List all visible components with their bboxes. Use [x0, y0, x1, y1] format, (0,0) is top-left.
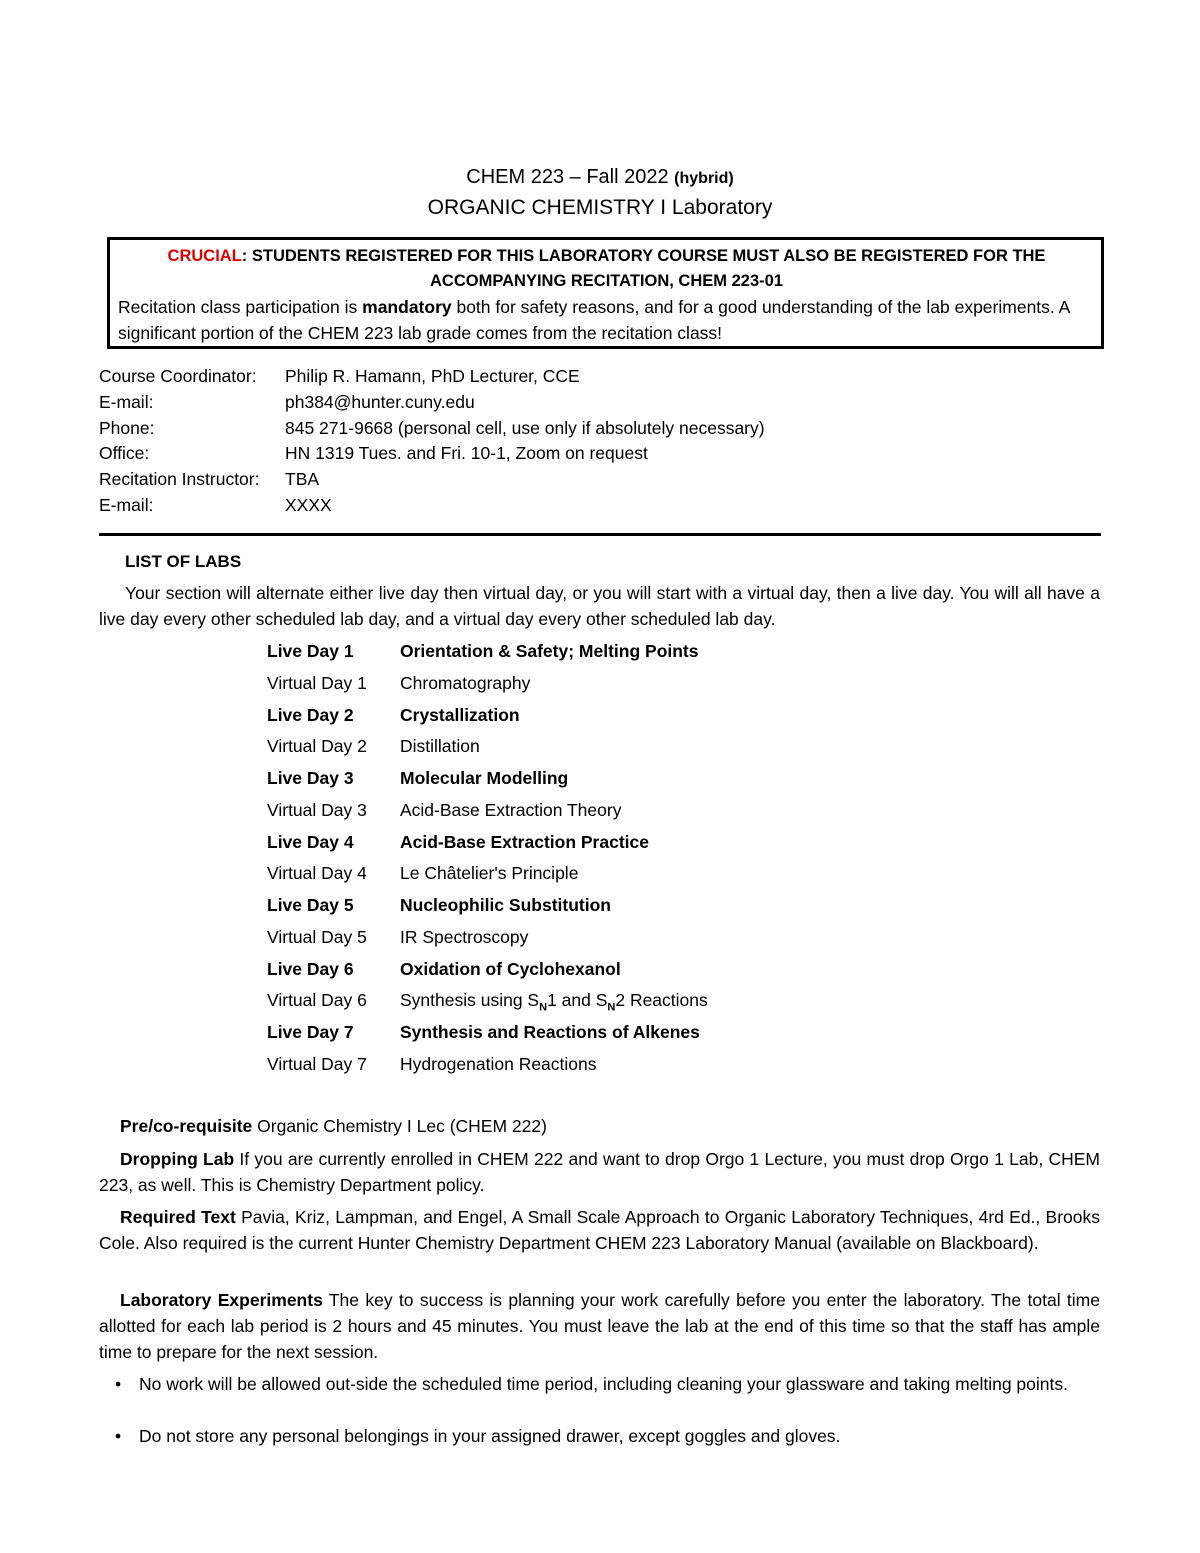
lab-day: Virtual Day 2 — [267, 736, 367, 757]
list-item — [99, 1372, 1100, 1398]
course-code: CHEM 223 – Fall 2022 — [466, 166, 669, 188]
contact-value: XXXX — [285, 494, 332, 515]
lab-topic: Molecular Modelling — [400, 768, 569, 788]
subscript-n: N — [607, 1001, 616, 1014]
experiments-label: Laboratory Experiments — [120, 1290, 323, 1310]
lab-topic: Orientation & Safety; Melting Points — [400, 641, 699, 661]
labs-list — [267, 640, 708, 1085]
crucial-label: CRUCIAL — [167, 247, 242, 265]
lab-day: Virtual Day 7 — [267, 1053, 367, 1074]
bullet-text: No work will be allowed out-side the scheduled time period, including cleaning your glassware and taking melting points. — [139, 1374, 1068, 1394]
required-text-label: Required Text — [120, 1207, 236, 1227]
lab-day: Virtual Day 1 — [267, 672, 367, 693]
lab-item — [267, 799, 708, 831]
contact-row — [99, 364, 765, 390]
prereq-label: Pre/co-requisite — [120, 1116, 253, 1136]
contact-label: E-mail: — [99, 391, 154, 412]
lab-item — [267, 640, 708, 672]
lab-day: Live Day 6 — [267, 958, 354, 979]
prereq-paragraph — [99, 1114, 1100, 1140]
lab-day: Live Day 5 — [267, 895, 354, 915]
contact-row — [99, 390, 765, 416]
lab-day: Live Day 1 — [267, 641, 354, 661]
lab-topic: Oxidation of Cyclohexanol — [400, 958, 621, 979]
notice-heading — [118, 244, 1095, 294]
contact-value: 845 271-9668 (personal cell, use only if absolutely necessary) — [285, 417, 765, 438]
bullet-icon: • — [115, 1426, 122, 1446]
required-text-paragraph — [99, 1205, 1100, 1257]
notice-body-start: Recitation class participation is — [118, 297, 363, 317]
labs-intro: Your section will alternate either live day then virtual day, or you will start with a virtual day, then a live day. You will all have a live day every other scheduled lab day, and a virtual day every other scheduled lab day. — [99, 583, 1100, 629]
topic-part: 1 and S — [547, 990, 608, 1011]
contact-value: Philip R. Hamann, PhD Lecturer, CCE — [285, 366, 580, 386]
contact-row — [99, 467, 765, 493]
lab-topic: Crystallization — [400, 704, 520, 725]
lab-item — [267, 1053, 708, 1085]
contact-value: HN 1319 Tues. and Fri. 10-1, Zoom on request — [285, 443, 648, 464]
contact-label: E-mail: — [99, 494, 154, 515]
lab-day: Virtual Day 6 — [267, 990, 367, 1011]
experiments-text: The key to success is planning your work carefully before you enter the laboratory. The total time allotted for each lab period is 2 hours and 45 minutes. You must leave the lab at the end of this time so that the staff has ample time to prepare for the next session. — [99, 1290, 1100, 1362]
list-item — [99, 1424, 1100, 1450]
dropping-text: If you are currently enrolled in CHEM 222 and want to drop Orgo 1 Lecture, you must drop Orgo 1 Lab, CHEM 223, as well. This is Chemistry Department policy. — [99, 1149, 1101, 1195]
lab-day: Live Day 3 — [267, 768, 354, 788]
lab-item — [267, 735, 708, 767]
contact-label: Course Coordinator: — [99, 366, 257, 386]
contact-row — [99, 416, 765, 442]
course-mode: (hybrid) — [674, 170, 734, 187]
lab-topic: Nucleophilic Substitution — [400, 895, 611, 915]
contact-label: Office: — [99, 443, 150, 464]
lab-topic: Hydrogenation Reactions — [400, 1053, 597, 1074]
lab-item — [267, 1021, 708, 1053]
notice-heading-text: : STUDENTS REGISTERED FOR THIS LABORATORY COURSE MUST ALSO BE REGISTERED FOR THE ACCOMPANYING RECITATION, CHEM 223-01 — [241, 247, 1046, 290]
dropping-label: Dropping Lab — [120, 1149, 235, 1169]
lab-item — [267, 672, 708, 704]
lab-topic: Distillation — [400, 736, 480, 757]
lab-day: Virtual Day 4 — [267, 863, 367, 884]
lab-topic: Le Châtelier's Principle — [400, 863, 579, 884]
lab-item — [267, 704, 708, 736]
lab-topic: Chromatography — [400, 672, 531, 693]
course-title — [0, 166, 1200, 189]
lab-day: Virtual Day 5 — [267, 926, 367, 947]
lab-day: Virtual Day 3 — [267, 799, 367, 820]
contact-label: Recitation Instructor: — [99, 469, 260, 490]
lab-topic — [400, 989, 708, 1021]
notice-body-bold: mandatory — [362, 297, 452, 317]
lab-item — [267, 862, 708, 894]
labs-heading: LIST OF LABS — [125, 552, 242, 571]
notice-body — [118, 294, 1095, 346]
contact-label: Phone: — [99, 417, 155, 438]
contact-info — [99, 364, 765, 519]
lab-topic: Acid-Base Extraction Practice — [400, 831, 649, 852]
lab-day: Live Day 2 — [267, 704, 354, 725]
lab-topic: Synthesis and Reactions of Alkenes — [400, 1022, 700, 1042]
subscript-n: N — [539, 1001, 548, 1014]
horizontal-divider — [99, 533, 1101, 536]
lab-item — [267, 767, 708, 799]
bullet-text: Do not store any personal belongings in your assigned drawer, except goggles and gloves. — [139, 1426, 841, 1446]
experiments-paragraph — [99, 1288, 1100, 1365]
lab-topic: Acid-Base Extraction Theory — [400, 799, 622, 820]
lab-item — [267, 958, 708, 990]
lab-item — [267, 926, 708, 958]
contact-row — [99, 493, 765, 519]
lab-item — [267, 831, 708, 863]
topic-part: Synthesis using S — [400, 990, 540, 1011]
bullet-icon: • — [115, 1374, 122, 1394]
crucial-notice-box — [107, 237, 1104, 349]
lab-day: Live Day 4 — [267, 831, 354, 852]
lab-day: Live Day 7 — [267, 1022, 354, 1042]
topic-part: 2 Reactions — [615, 990, 708, 1011]
course-subtitle: ORGANIC CHEMISTRY I Laboratory — [427, 196, 773, 219]
notice-body-end: both for safety reasons, and for a good understanding of the lab experiments. A significant portion of the CHEM 223 lab grade comes from the recitation class! — [118, 297, 1070, 343]
lab-item — [267, 989, 708, 1021]
contact-row — [99, 441, 765, 467]
lab-item — [267, 894, 708, 926]
prereq-text: Organic Chemistry I Lec (CHEM 222) — [252, 1116, 547, 1136]
dropping-paragraph — [99, 1147, 1100, 1199]
email-link[interactable]: ph384@hunter.cuny.edu — [285, 391, 475, 412]
lab-topic: IR Spectroscopy — [400, 926, 529, 947]
contact-value: TBA — [285, 469, 320, 490]
required-text-body: Pavia, Kriz, Lampman, and Engel, A Small Scale Approach to Organic Laboratory Techniques, 4rd Ed., Brooks Cole. Also required is the current Hunter Chemistry Department CHEM 223 Laboratory Manual (available on Blackboard). — [99, 1207, 1101, 1253]
